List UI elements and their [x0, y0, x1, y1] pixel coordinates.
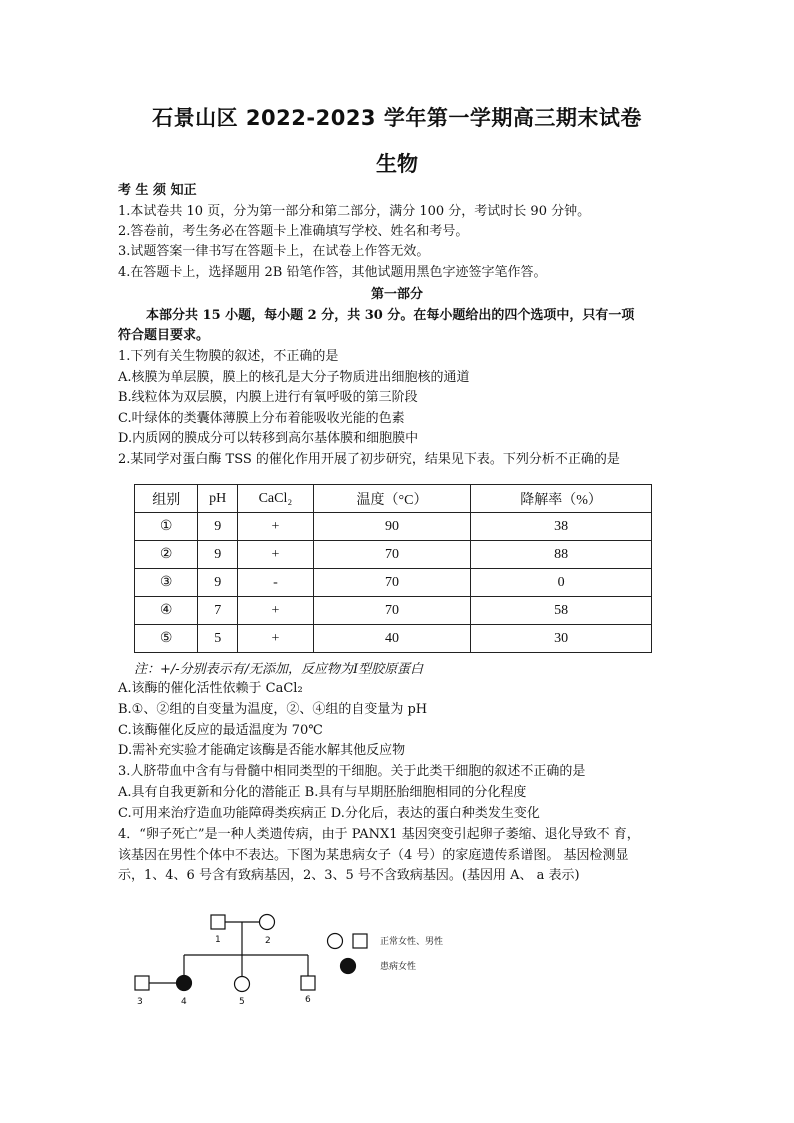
notice-item-4: 4.在答题卡上，选择题用 2B 铅笔作答，其他试题用黑色字迹签字笔作答。: [118, 265, 547, 280]
individual-2-female: [260, 915, 275, 930]
table-note: 注：+/-分别表示有/无添加，反应物为I型胶原蛋白: [134, 662, 424, 677]
individual-3-male: [135, 976, 149, 990]
q3-options-ab: A.具有自我更新和分化的潜能正 B.具有与早期胚胎细胞相同的分化程度: [118, 785, 527, 800]
part1-instruction-line1: 本部分共 15 小题，每小题 2 分，共 30 分。在每小题给出的四个选项中，只有一项: [146, 308, 635, 323]
legend-normal-label: 正常女性、男性: [380, 937, 444, 947]
table-row: [135, 597, 652, 625]
table-cell: ①: [135, 513, 198, 541]
table-cell: 9: [198, 569, 238, 597]
table-cell: ②: [135, 541, 198, 569]
table-cell: +: [238, 625, 314, 653]
q1-stem: 1.下列有关生物膜的叙述，不正确的是: [118, 349, 339, 364]
q2-option-a: A.该酶的催化活性依赖于 CaCl₂: [118, 681, 303, 696]
table-cell: 58: [471, 597, 652, 625]
q2-option-b: B.①、②组的自变量为温度，②、④组的自变量为 pH: [118, 702, 428, 717]
table-cell: +: [238, 513, 314, 541]
notice-item-3: 3.试题答案一律书写在答题卡上，在试卷上作答无效。: [118, 244, 430, 259]
legend-affected-label: 患病女性: [380, 962, 417, 972]
table-cell: ④: [135, 597, 198, 625]
table-cell: 30: [471, 625, 652, 653]
q2-stem: 2.某同学对蛋白酶 TSS 的催化作用开展了初步研究，结果见下表。下列分析不正确的是: [118, 452, 620, 467]
q4-line-2: 该基因在男性个体中不表达。下图为某患病女子（4 号）的家庭遗传系谱图。 基因检测显: [118, 848, 629, 863]
individual-1-male: [211, 915, 225, 929]
part1-heading: 第一部分: [370, 287, 423, 302]
table-cell: 0: [471, 569, 652, 597]
q2-option-c: C.该酶催化反应的最适温度为 70℃: [118, 723, 323, 738]
table-header-cell: 组别: [135, 485, 198, 513]
label-1: 1: [215, 935, 221, 945]
table-header-cell: 温度（°C）: [313, 485, 470, 513]
q1-option-a: A.核膜为单层膜，膜上的核孔是大分子物质进出细胞核的通道: [118, 370, 470, 385]
q1-option-b: B.线粒体为双层膜，内膜上进行有氧呼吸的第三阶段: [118, 390, 418, 405]
label-2: 2: [265, 936, 271, 946]
table-header-cell: 降解率（%）: [471, 485, 652, 513]
table-cell: 70: [313, 597, 470, 625]
exam-subject: 生物: [376, 152, 418, 176]
table-cell: 90: [313, 513, 470, 541]
table-cell: 9: [198, 541, 238, 569]
notice-item-2: 2.答卷前，考生务必在答题卡上准确填写学校、姓名和考号。: [118, 224, 469, 239]
table-row: [135, 513, 652, 541]
table-cell: -: [238, 569, 314, 597]
table-cell: 88: [471, 541, 652, 569]
pedigree-chart: [120, 905, 460, 1015]
notice-item-1: 1.本试卷共 10 页，分为第一部分和第二部分，满分 100 分，考试时长 90 分钟。: [118, 204, 591, 219]
table-cell: 7: [198, 597, 238, 625]
table-cell: 70: [313, 569, 470, 597]
q3-stem: 3.人脐带血中含有与骨髓中相同类型的干细胞。关于此类干细胞的叙述不正确的是: [118, 764, 586, 779]
q4-line-3: 示，1、4、6 号含有致病基因，2、3、5 号不含致病基因。(基因用 A、 a 表示): [118, 868, 580, 883]
q2-results-table: [134, 484, 652, 653]
table-row: [135, 625, 652, 653]
table-header-row: [135, 485, 652, 513]
notice-heading: 考 生 须 知正: [118, 183, 197, 198]
table-cell: 40: [313, 625, 470, 653]
table-header-cell: pH: [198, 485, 238, 513]
table-cell: ⑤: [135, 625, 198, 653]
table-row: [135, 569, 652, 597]
label-6: 6: [305, 995, 311, 1005]
q2-option-d: D.需补充实验才能确定该酶是否能水解其他反应物: [118, 743, 406, 758]
individual-5-female: [235, 977, 250, 992]
table-cell: +: [238, 597, 314, 625]
label-3: 3: [137, 997, 143, 1007]
table-cell: 9: [198, 513, 238, 541]
exam-title: 石景山区 2022-2023 学年第一学期高三期末试卷: [152, 106, 642, 130]
table-header-cell: CaCl₂: [238, 485, 314, 513]
table-cell: 5: [198, 625, 238, 653]
table-cell: ③: [135, 569, 198, 597]
table-row: [135, 541, 652, 569]
legend-normal-male-icon: [353, 934, 367, 948]
legend-affected-female-icon: [341, 959, 356, 974]
individual-6-male: [301, 976, 315, 990]
individual-4-affected-female: [177, 976, 192, 991]
q1-option-d: D.内质网的膜成分可以转移到高尔基体膜和细胞膜中: [118, 431, 419, 446]
label-4: 4: [181, 997, 187, 1007]
q1-option-c: C.叶绿体的类囊体薄膜上分布着能吸收光能的色素: [118, 411, 405, 426]
part1-instruction-line2: 符合题目要求。: [118, 328, 210, 343]
q3-options-cd: C.可用来治疗造血功能障碍类疾病正 D.分化后，表达的蛋白种类发生变化: [118, 806, 540, 821]
table-cell: 38: [471, 513, 652, 541]
table-cell: +: [238, 541, 314, 569]
table-cell: 70: [313, 541, 470, 569]
legend-normal-female-icon: [328, 934, 343, 949]
q4-line-1: 4．“卵子死亡”是一种人类遗传病，由于 PANX1 基因突变引起卵子萎缩、退化导致不 育，: [118, 827, 640, 842]
label-5: 5: [239, 997, 245, 1007]
